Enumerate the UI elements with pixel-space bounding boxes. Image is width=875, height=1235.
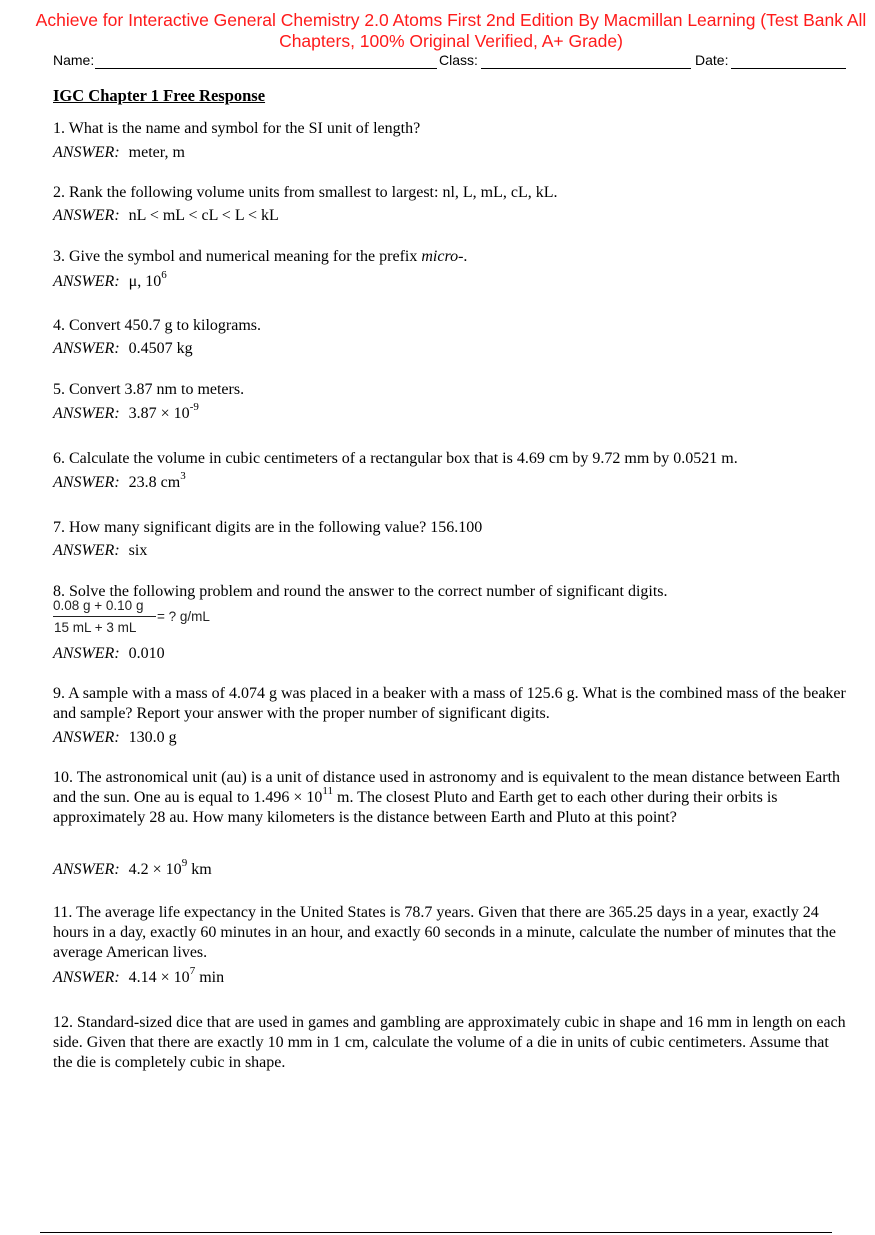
question-10: 10. The astronomical unit (au) is a unit of distance used in astronomy and is equivalent to the mean distance between Earth and the sun. One au is equal to $1.496 \times 10^{11}$ m. The closest Pluto and Earth get to each other during their orbits is approximately 28 au. How many kilometers is the distance between Earth and Pluto at this point?	[53, 769, 841, 826]
answer-3	[53, 268, 167, 292]
answer-label: ANSWER:	[53, 340, 120, 357]
answer-value: 0.4507 kg	[128, 340, 193, 357]
answer-9	[53, 728, 177, 748]
answer-1	[53, 143, 185, 163]
answer-label: ANSWER:	[53, 729, 120, 746]
answer-value: $4.2 \times 10^9$ km	[128, 856, 212, 878]
fraction-bar	[53, 616, 156, 617]
question-1: 1. What is the name and symbol for the SI unit of length?	[53, 120, 421, 137]
name-label: Name:	[53, 52, 95, 68]
document-banner	[20, 10, 875, 52]
answer-label: ANSWER:	[53, 645, 120, 662]
question-5: 5. Convert 3.87 nm to meters.	[53, 381, 245, 398]
page-title: IGC Chapter 1 Free Response	[53, 86, 266, 105]
answer-value: six	[128, 542, 148, 559]
answer-11	[53, 964, 225, 988]
question-7: 7. How many significant digits are in the following value? 156.100	[53, 519, 483, 536]
banner-line-1: Achieve for Interactive General Chemistry 2.0 Atoms First 2nd Edition By Macmillan Learning (Test Bank All	[35, 10, 867, 30]
question-4: 4. Convert 450.7 g to kilograms.	[53, 317, 261, 334]
student-info-row	[53, 52, 846, 72]
answer-value: 0.010	[128, 645, 165, 662]
answer-exponent: 6	[161, 268, 167, 281]
question-11: 11. The average life expectancy in the United States is 78.7 years. Given that there are 365.25 days in a year, exactly 24 hours in a day, exactly 60 minutes in an hour, and exactly 60 seconds in a minute, calculate the number of minutes that the average American lives.	[53, 904, 836, 961]
banner-line-2: Chapters, 100% Original Verified, A+ Grade)	[279, 31, 623, 51]
answer-label: ANSWER:	[53, 474, 120, 491]
question-12: 12. Standard-sized dice that are used in games and gambling are approximately cubic in shape and 16 mm in length on each side. Given that there are exactly 10 mm in 1 cm, calculate the volume of a die in units of cubic centimeters. Assume that the die is completely cubic in shape.	[53, 1014, 846, 1071]
name-field-line[interactable]	[95, 68, 437, 69]
answer-label: ANSWER:	[53, 861, 120, 878]
answer-exponent: 7	[189, 964, 196, 977]
question-2: 2. Rank the following volume units from smallest to largest: nl, L, mL, cL, kL.	[53, 184, 558, 201]
answer-label: ANSWER:	[53, 969, 120, 986]
answer-value: 130.0 g	[128, 729, 177, 746]
question-exponent: 11	[322, 784, 334, 797]
formula-numerator: 0.08 g + 0.10 g	[53, 598, 144, 613]
answer-label: ANSWER:	[53, 542, 120, 559]
answer-2	[53, 206, 279, 226]
answer-4	[53, 339, 193, 359]
answer-exponent: 3	[180, 469, 186, 482]
answer-7	[53, 541, 147, 561]
footer-divider	[40, 1232, 832, 1233]
question-italic-term: micro-	[421, 248, 464, 265]
question-8: 8. Solve the following problem and round the answer to the correct number of significant digits.	[53, 583, 668, 600]
answer-label: ANSWER:	[53, 144, 120, 161]
question-6: 6. Calculate the volume in cubic centimeters of a rectangular box that is 4.69 cm by 9.72 mm by 0.0521 m.	[53, 450, 738, 467]
class-field-line[interactable]	[481, 68, 691, 69]
answer-label: ANSWER:	[53, 207, 120, 224]
answer-value: $4.14 \times 10^7$ min	[128, 964, 225, 986]
class-label: Class:	[439, 52, 478, 68]
formula-result: = ? g/mL	[157, 609, 210, 624]
answer-value: nL < mL < cL < L < kL	[128, 207, 279, 224]
question-3	[53, 247, 848, 267]
answer-label: ANSWER:	[53, 405, 120, 422]
answer-value: meter, m	[128, 144, 185, 161]
date-label: Date:	[695, 52, 729, 68]
question-text-end: .	[463, 248, 468, 265]
question-9: 9. A sample with a mass of 4.074 g was placed in a beaker with a mass of 125.6 g. What is the combined mass of the beaker and sample? Report your answer with the proper number of significant digits.	[53, 685, 846, 722]
answer-exponent: 9	[181, 856, 188, 869]
answer-label: ANSWER:	[53, 273, 120, 290]
answer-exponent: -9	[189, 400, 199, 413]
answer-value: $3.87 \times 10^{-9}$	[128, 400, 199, 422]
answer-value: μ, $10^6$	[128, 268, 167, 290]
answer-value: 23.8 $cm^3$	[128, 469, 186, 491]
answer-6	[53, 469, 186, 493]
answer-10	[53, 856, 212, 880]
formula-denominator: 15 mL + 3 mL	[54, 620, 137, 635]
answer-5	[53, 400, 199, 424]
answer-8	[53, 644, 165, 664]
date-field-line[interactable]	[731, 68, 846, 69]
question-text: 3. Give the symbol and numerical meaning for the prefix	[53, 248, 422, 265]
